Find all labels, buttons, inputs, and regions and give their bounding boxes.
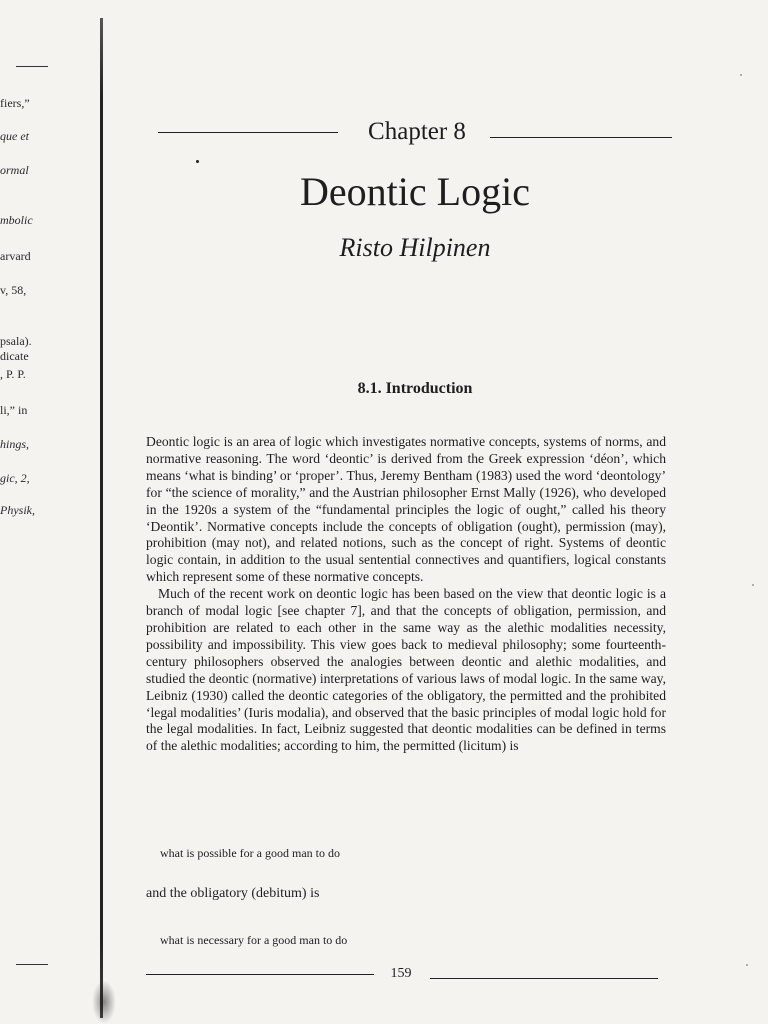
paragraph: Deontic logic is an area of logic which investigates normative concepts, systems of norms, and normative reasoning. The word ‘deontic’ is derived from the Greek expression ‘déon’, which means ‘what is binding’ or ‘proper’. Thus, Jeremy Bentham (1983) used the word ‘deontology’ for “the science of morality,” and the Austrian philosopher Ernst Mally (1926), who developed in the 1920s a system of the “fundamental principles the logic of ought,” called his theory ‘Deontik’. Normative concepts include the concepts of obligation (ought), permission (may), prohibition (may not), and related notions, such as the concept of right. Systems of deontic logic contain, in addition to the usual sentential connectives and quantifiers, logical constants which represent some of these normative concepts. [146, 434, 666, 585]
gutter-line: v, 58, [0, 283, 27, 297]
gutter-rule-top [16, 66, 48, 67]
gutter-line: hings, [0, 437, 30, 451]
gutter-line: psala). [0, 334, 32, 348]
chapter-author: Risto Hilpinen [339, 233, 491, 262]
gutter-line: li,” in [0, 403, 28, 417]
page-binding [100, 18, 103, 1018]
binding-shadow [92, 980, 116, 1024]
page-number: 159 [390, 966, 412, 981]
ink-speck [740, 74, 742, 76]
footer-rule-right [430, 978, 658, 979]
paragraph: Much of the recent work on deontic logic has been based on the view that deontic logic is a branch of modal logic [see chapter 7], and that the concepts of obligation, permission, and prohibition are related to each other in the same way as the alethic modalities necessity, possibility and impossibility. This view goes back to medieval philosophy; some fourteenth-century philosophers observed the analogies between deontic and alethic modalities, and studied the deontic (normative) interpretations of various laws of modal logic. In the same way, Leibniz (1930) called the deontic categories of the obligatory, the permitted and the prohibited ‘legal modalities’ (Iuris modalia), and observed that the basic principles of modal logic hold for the legal modalities. In fact, Leibniz suggested that deontic modalities can be defined in terms of the alethic modalities; according to him, the permitted (licitum) is [146, 586, 666, 754]
gutter-line: ormal [0, 163, 29, 177]
block-quote: what is necessary for a good man to do [160, 933, 348, 947]
gutter-line: arvard [0, 249, 31, 263]
chapter-title: Deontic Logic [300, 169, 530, 214]
ink-speck [752, 584, 754, 586]
gutter-line: que et [0, 129, 29, 143]
gutter-line: dicate [0, 349, 29, 363]
gutter-line: gic, 2, [0, 471, 30, 485]
ink-speck [746, 964, 748, 966]
section-heading: 8.1. Introduction [357, 380, 473, 397]
gutter-line: mbolic [0, 213, 33, 227]
footer-rule-left [146, 974, 374, 975]
chapter-rule-right [490, 137, 672, 138]
gutter-line: Physik, [0, 503, 35, 517]
block-quote: what is possible for a good man to do [160, 846, 340, 860]
chapter-label: Chapter 8 [368, 118, 466, 145]
gutter-rule-bottom [16, 964, 48, 965]
gutter-line: , P. P. [0, 367, 26, 381]
gutter-line: fiers,” [0, 96, 30, 110]
chapter-rule-left [158, 132, 338, 133]
ink-speck [196, 160, 199, 163]
paragraph-continuation: and the obligatory (debitum) is [146, 886, 320, 901]
body-text [146, 434, 666, 755]
